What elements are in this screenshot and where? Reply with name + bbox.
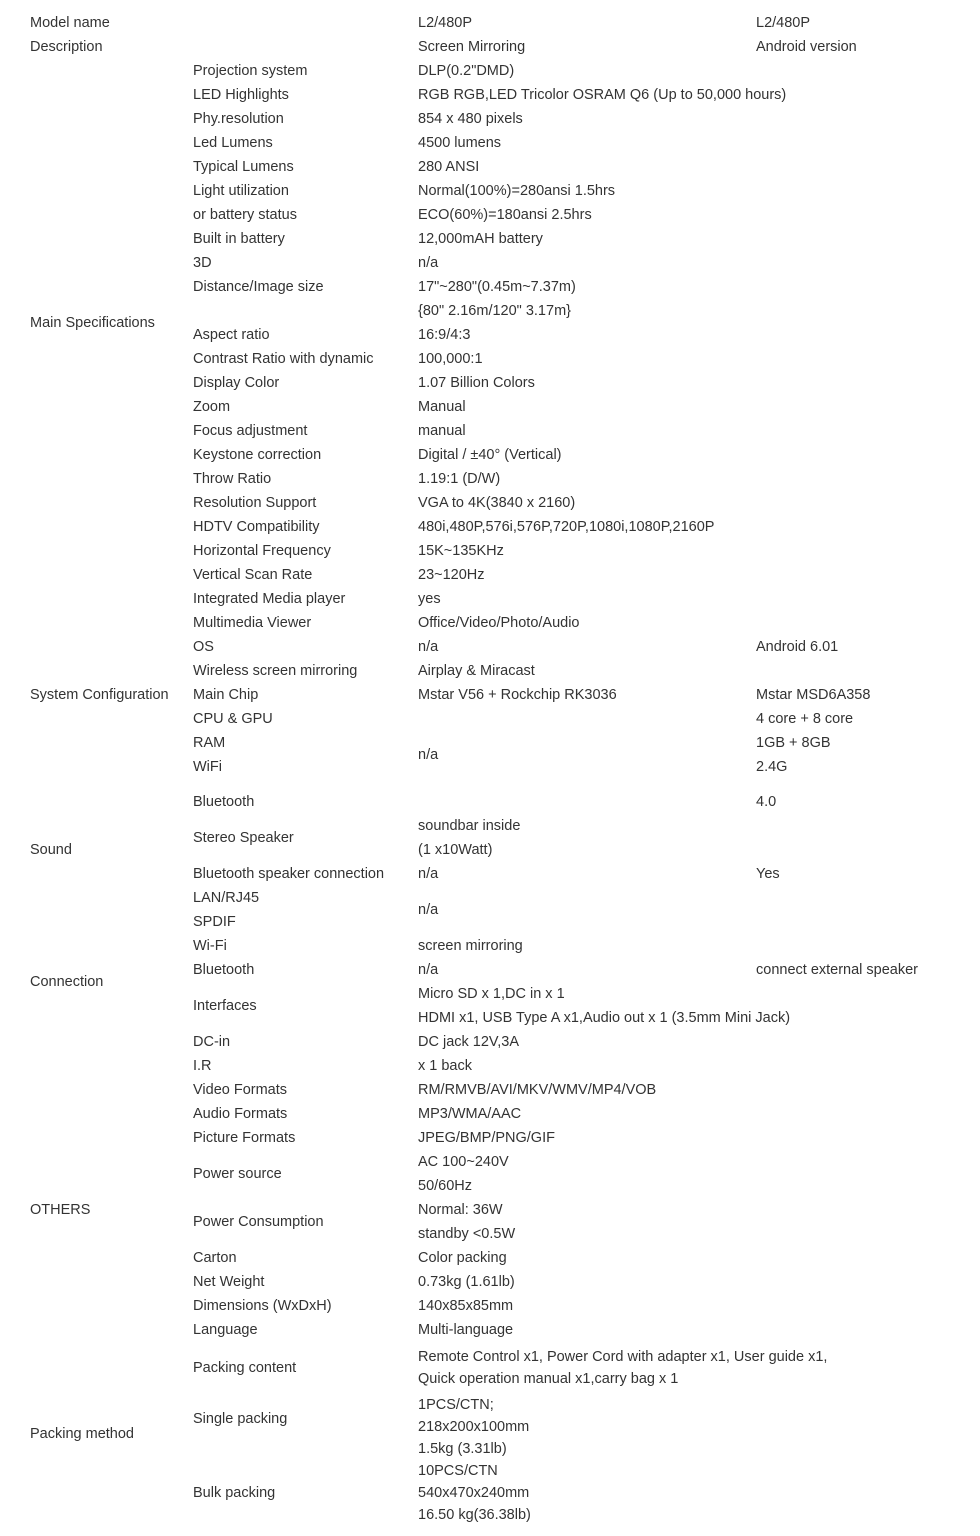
- value-screen-mirroring: screen mirroring: [418, 938, 523, 954]
- table-row: [0, 227, 980, 251]
- spec-label: Main Chip: [193, 687, 259, 703]
- spec-label: Led Lumens: [193, 135, 273, 151]
- section-label: Sound: [30, 842, 72, 858]
- table-row: [0, 155, 980, 179]
- value-screen-mirroring: 1PCS/CTN;: [418, 1397, 494, 1413]
- value-screen-mirroring: 15K~135KHz: [418, 543, 504, 559]
- value-screen-mirroring: JPEG/BMP/PNG/GIF: [418, 1130, 555, 1146]
- value-screen-mirroring: DC jack 12V,3A: [418, 1034, 520, 1050]
- value-screen-mirroring: Manual: [418, 399, 466, 415]
- spec-label: Display Color: [193, 375, 280, 391]
- spec-label: Aspect ratio: [193, 327, 270, 343]
- table-row: [0, 515, 980, 539]
- spec-label: LED Highlights: [193, 87, 289, 103]
- section-label: Packing method: [30, 1426, 134, 1442]
- table-row: [0, 1174, 980, 1198]
- spec-label: LAN/RJ45: [193, 890, 260, 906]
- table-row: [0, 659, 980, 683]
- value-screen-mirroring: n/a: [418, 962, 439, 978]
- value-screen-mirroring: ECO(60%)=180ansi 2.5hrs: [418, 207, 592, 223]
- spec-label: 3D: [193, 255, 212, 271]
- value-android: 1GB + 8GB: [756, 735, 831, 751]
- spec-label: Vertical Scan Rate: [193, 567, 313, 583]
- spec-label: Carton: [193, 1250, 237, 1266]
- value-screen-mirroring: VGA to 4K(3840 x 2160): [418, 495, 576, 511]
- value-screen-mirroring: 1.5kg (3.31lb): [418, 1441, 507, 1457]
- table-row: [0, 635, 980, 659]
- table-row: [0, 539, 980, 563]
- value-screen-mirroring: DLP(0.2"DMD): [418, 63, 515, 79]
- table-row: [0, 1030, 980, 1054]
- spec-label: OS: [193, 639, 214, 655]
- value-screen-mirroring: Remote Control x1, Power Cord with adapter x1, User guide x1,: [418, 1349, 828, 1365]
- table-row: [0, 419, 980, 443]
- value-screen-mirroring: 0.73kg (1.61lb): [418, 1274, 515, 1290]
- spec-label: or battery status: [193, 207, 297, 223]
- table-row: [0, 1294, 980, 1318]
- value-android: 4 core + 8 core: [756, 711, 854, 727]
- spec-label: Power source: [193, 1166, 282, 1182]
- table-row: [0, 587, 980, 611]
- table-row: [0, 1222, 980, 1246]
- value-screen-mirroring: 480i,480P,576i,576P,720P,1080i,1080P,2160P: [418, 519, 715, 535]
- table-row: [0, 1481, 980, 1505]
- spec-label: Bluetooth speaker connection: [193, 866, 385, 882]
- spec-label: Throw Ratio: [193, 471, 272, 487]
- value-screen-mirroring: 1.07 Billion Colors: [418, 375, 535, 391]
- spec-label: Horizontal Frequency: [193, 543, 331, 559]
- table-row: [0, 275, 980, 319]
- value-screen-mirroring: soundbar inside: [418, 818, 521, 834]
- value-screen-mirroring: yes: [418, 591, 441, 607]
- value-android: connect external speaker: [756, 962, 919, 978]
- value-screen-mirroring: Screen Mirroring: [418, 39, 526, 55]
- spec-label: WiFi: [193, 759, 222, 775]
- section-label: System Configuration: [30, 687, 169, 703]
- spec-label: Interfaces: [193, 998, 257, 1014]
- table-row: [0, 934, 980, 958]
- spec-label: Built in battery: [193, 231, 285, 247]
- value-android: Yes: [756, 866, 780, 882]
- value-screen-mirroring: Color packing: [418, 1250, 507, 1266]
- value-screen-mirroring: x 1 back: [418, 1058, 472, 1074]
- section-label: OTHERS: [30, 1202, 91, 1218]
- spec-label: Wi-Fi: [193, 938, 227, 954]
- table-row: [0, 371, 980, 395]
- table-row: [0, 862, 980, 886]
- table-row: [0, 1102, 980, 1126]
- value-screen-mirroring: standby <0.5W: [418, 1226, 516, 1242]
- value-screen-mirroring: 16.50 kg(36.38lb): [418, 1507, 531, 1523]
- table-row: [0, 1270, 980, 1294]
- value-screen-mirroring: Mstar V56 + Rockchip RK3036: [418, 687, 617, 703]
- spec-label: Wireless screen mirroring: [193, 663, 358, 679]
- table-row: [0, 35, 980, 59]
- spec-label: Dimensions (WxDxH): [193, 1298, 332, 1314]
- section-label: Main Specifications: [30, 315, 155, 331]
- table-row: [0, 707, 980, 731]
- spec-label: Bluetooth: [193, 794, 255, 810]
- value-screen-mirroring: Micro SD x 1,DC in x 1: [418, 986, 565, 1002]
- value-android: Android version: [756, 39, 857, 55]
- section-label: Description: [30, 39, 103, 55]
- spec-label: Light utilization: [193, 183, 289, 199]
- table-row: [0, 59, 980, 83]
- spec-label: Power Consumption: [193, 1214, 324, 1230]
- spec-label: Net Weight: [193, 1274, 265, 1290]
- value-screen-mirroring: n/a: [418, 866, 439, 882]
- table-row: [0, 1459, 980, 1483]
- value-screen-mirroring: (1 x10Watt): [418, 842, 493, 858]
- spec-label: Picture Formats: [193, 1130, 296, 1146]
- value-screen-mirroring: Airplay & Miracast: [418, 663, 535, 679]
- table-row: [0, 1437, 980, 1461]
- spec-label: Phy.resolution: [193, 111, 284, 127]
- value-android: Mstar MSD6A358: [756, 687, 871, 703]
- value-screen-mirroring: Quick operation manual x1,carry bag x 1: [418, 1371, 679, 1387]
- spec-label: Focus adjustment: [193, 423, 308, 439]
- spec-label: Stereo Speaker: [193, 830, 294, 846]
- table-row: [0, 611, 980, 635]
- table-row: [0, 323, 980, 347]
- table-row: [0, 1054, 980, 1078]
- table-row: [0, 790, 980, 814]
- table-row: [0, 563, 980, 587]
- section-label: Connection: [30, 974, 104, 990]
- spec-label: DC-in: [193, 1034, 231, 1050]
- spec-label: Multimedia Viewer: [193, 615, 312, 631]
- table-row: [0, 755, 980, 779]
- spec-label: Language: [193, 1322, 258, 1338]
- table-row: [0, 838, 980, 862]
- table-row: [0, 491, 980, 515]
- value-android: 2.4G: [756, 759, 788, 775]
- table-row: [0, 1006, 980, 1030]
- value-screen-mirroring: n/a: [418, 639, 439, 655]
- value-screen-mirroring: Normal(100%)=280ansi 1.5hrs: [418, 183, 616, 199]
- value-screen-mirroring: 140x85x85mm: [418, 1298, 514, 1314]
- spec-label: Packing content: [193, 1360, 297, 1376]
- section-label: Model name: [30, 15, 110, 31]
- spec-label: Projection system: [193, 63, 308, 79]
- value-screen-mirroring: 23~120Hz: [418, 567, 485, 583]
- value-screen-mirroring: n/a: [418, 902, 439, 918]
- spec-label: Bulk packing: [193, 1485, 276, 1501]
- table-row: [0, 395, 980, 419]
- value-screen-mirroring: {80" 2.16m/120" 3.17m}: [418, 303, 571, 319]
- table-row: [0, 1367, 980, 1391]
- value-screen-mirroring: Office/Video/Photo/Audio: [418, 615, 580, 631]
- spec-label: Single packing: [193, 1411, 288, 1427]
- value-screen-mirroring: AC 100~240V: [418, 1154, 509, 1170]
- value-screen-mirroring: L2/480P: [418, 15, 473, 31]
- spec-label: Distance/Image size: [193, 279, 324, 295]
- spec-label: Bluetooth: [193, 962, 255, 978]
- spec-label: RAM: [193, 735, 226, 751]
- table-row: [0, 179, 980, 203]
- table-row: [0, 467, 980, 491]
- spec-label: Keystone correction: [193, 447, 322, 463]
- table-row: [0, 443, 980, 467]
- value-screen-mirroring: Digital / ±40° (Vertical): [418, 447, 562, 463]
- spec-label: SPDIF: [193, 914, 236, 930]
- value-screen-mirroring: 280 ANSI: [418, 159, 480, 175]
- value-screen-mirroring: RGB RGB,LED Tricolor OSRAM Q6 (Up to 50,000 hours): [418, 87, 787, 103]
- value-screen-mirroring: 540x470x240mm: [418, 1485, 530, 1501]
- value-screen-mirroring: 17"~280"(0.45m~7.37m): [418, 279, 576, 295]
- value-screen-mirroring: RM/RMVB/AVI/MKV/WMV/MP4/VOB: [418, 1082, 657, 1098]
- spec-label: Zoom: [193, 399, 231, 415]
- spec-label: HDTV Compatibility: [193, 519, 320, 535]
- spec-label: Audio Formats: [193, 1106, 288, 1122]
- value-screen-mirroring: HDMI x1, USB Type A x1,Audio out x 1 (3.5mm Mini Jack): [418, 1010, 791, 1026]
- table-row: [0, 1503, 980, 1527]
- spec-label: Typical Lumens: [193, 159, 294, 175]
- table-row: [0, 131, 980, 155]
- table-row: [0, 1126, 980, 1150]
- table-row: [0, 1318, 980, 1342]
- value-screen-mirroring: Normal: 36W: [418, 1202, 503, 1218]
- table-row: [0, 910, 980, 934]
- value-screen-mirroring: manual: [418, 423, 466, 439]
- value-screen-mirroring: 100,000:1: [418, 351, 483, 367]
- table-row: [0, 347, 980, 371]
- value-android: 4.0: [756, 794, 777, 810]
- table-row: [0, 1078, 980, 1102]
- spec-label: CPU & GPU: [193, 711, 273, 727]
- value-screen-mirroring: 12,000mAH battery: [418, 231, 543, 247]
- value-screen-mirroring: 16:9/4:3: [418, 327, 471, 343]
- value-screen-mirroring: 10PCS/CTN: [418, 1463, 498, 1479]
- value-screen-mirroring: MP3/WMA/AAC: [418, 1106, 522, 1122]
- table-row: [0, 251, 980, 275]
- table-row: [0, 1246, 980, 1270]
- value-screen-mirroring: 854 x 480 pixels: [418, 111, 523, 127]
- spec-label: Integrated Media player: [193, 591, 346, 607]
- value-android: L2/480P: [756, 15, 811, 31]
- spec-label: Contrast Ratio with dynamic: [193, 351, 374, 367]
- table-row: [0, 107, 980, 131]
- table-row: [0, 11, 980, 35]
- table-row: [0, 83, 980, 107]
- value-android: Android 6.01: [756, 639, 839, 655]
- spec-label: I.R: [193, 1058, 212, 1074]
- table-row: [0, 683, 980, 707]
- value-screen-mirroring: n/a: [418, 255, 439, 271]
- table-row: [0, 203, 980, 227]
- value-screen-mirroring: Multi-language: [418, 1322, 514, 1338]
- value-screen-mirroring: 4500 lumens: [418, 135, 502, 151]
- value-screen-mirroring: 50/60Hz: [418, 1178, 473, 1194]
- value-screen-mirroring: 1.19:1 (D/W): [418, 471, 501, 487]
- value-screen-mirroring: 218x200x100mm: [418, 1419, 530, 1435]
- value-screen-mirroring: n/a: [418, 747, 439, 763]
- spec-label: Video Formats: [193, 1082, 288, 1098]
- spec-label: Resolution Support: [193, 495, 317, 511]
